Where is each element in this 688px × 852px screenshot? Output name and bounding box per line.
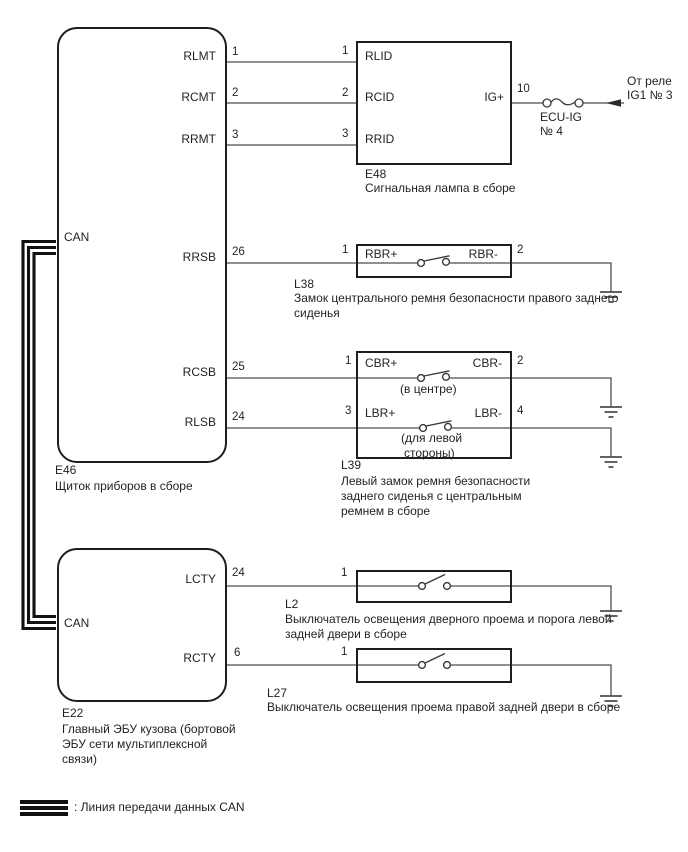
l39-pin-num-4: 4 bbox=[517, 405, 524, 417]
e48-title: Сигнальная лампа в сборе bbox=[365, 181, 516, 195]
e22-can-label: CAN bbox=[64, 616, 90, 630]
l39-caption-left-line1: (для левой bbox=[401, 431, 463, 445]
fuse-label-line1: ECU-IG bbox=[540, 110, 582, 124]
l39-pin-label-cbr-plus: CBR+ bbox=[365, 356, 398, 370]
e48-pin-num-1: 1 bbox=[342, 45, 349, 57]
l2-component-box bbox=[356, 570, 512, 603]
e46-pin-label-rrmt: RRMT bbox=[181, 132, 216, 146]
arrow-left-icon bbox=[606, 99, 621, 107]
e46-title: Щиток приборов в сборе bbox=[55, 479, 193, 493]
l39-pin-label-lbr-plus: LBR+ bbox=[365, 406, 396, 420]
ground-icon-l39-center bbox=[600, 407, 622, 417]
l2-desc-line2: задней двери в сборе bbox=[285, 627, 407, 641]
e46-can-label: CAN bbox=[64, 230, 90, 244]
e48-pin-label-ig: IG+ bbox=[484, 90, 504, 104]
ground-icon-l39-left bbox=[600, 457, 622, 467]
e48-pin-label-rcid: RCID bbox=[365, 90, 395, 104]
fuse-left-terminal bbox=[543, 99, 551, 107]
l2-id: L2 bbox=[285, 597, 299, 611]
can-bus-inner-line bbox=[34, 254, 56, 617]
l27-id: L27 bbox=[267, 686, 288, 700]
fuse-label-line2: № 4 bbox=[540, 124, 563, 138]
l39-pin-label-cbr-minus: CBR- bbox=[472, 356, 502, 370]
e46-pin-num-24: 24 bbox=[232, 411, 245, 423]
e46-id: E46 bbox=[55, 463, 77, 477]
e46-pin-num-3: 3 bbox=[232, 129, 239, 141]
e46-pin-num-25: 25 bbox=[232, 361, 245, 373]
fuse-element bbox=[551, 99, 575, 105]
l39-caption-left-line2: стороны) bbox=[404, 446, 455, 460]
legend-text: : Линия передачи данных CAN bbox=[74, 800, 245, 814]
fuse-right-terminal bbox=[575, 99, 583, 107]
e46-pin-label-rlmt: RLMT bbox=[183, 49, 216, 63]
e46-pin-label-rrsb: RRSB bbox=[182, 250, 216, 264]
l38-pin-num-1: 1 bbox=[342, 244, 349, 256]
e46-pin-label-rcsb: RCSB bbox=[182, 365, 216, 379]
e48-pin-label-rlid: RLID bbox=[365, 49, 393, 63]
e48-pin-num-10: 10 bbox=[517, 83, 530, 95]
e46-pin-num-26: 26 bbox=[232, 246, 245, 258]
e22-pin-num-6: 6 bbox=[234, 647, 241, 659]
e22-title-line1: Главный ЭБУ кузова (бортовой bbox=[62, 722, 236, 736]
l39-pin-label-lbr-minus: LBR- bbox=[474, 406, 502, 420]
e22-pin-num-24: 24 bbox=[232, 567, 245, 579]
l39-desc-line1: Левый замок ремня безопасности bbox=[341, 474, 531, 488]
l27-pin-num-1: 1 bbox=[341, 646, 348, 658]
e22-title-line2: ЭБУ сети мультиплексной bbox=[62, 737, 208, 751]
l38-pin-label-rbr-plus: RBR+ bbox=[365, 247, 398, 261]
l2-desc-line1: Выключатель освещения дверного проема и порога левой bbox=[285, 612, 612, 626]
e48-pin-num-2: 2 bbox=[342, 87, 349, 99]
l38-desc-line2: сиденья bbox=[294, 306, 340, 320]
l39-pin-num-2: 2 bbox=[517, 355, 524, 367]
l27-desc: Выключатель освещения проема правой задней двери в сборе bbox=[267, 700, 621, 714]
l39-caption-center: (в центре) bbox=[400, 382, 457, 396]
legend-bar-3 bbox=[20, 812, 68, 816]
legend-bar-1 bbox=[20, 800, 68, 804]
e46-pin-num-1: 1 bbox=[232, 46, 239, 58]
relay-note-line2: IG1 № 3 bbox=[627, 88, 673, 102]
relay-note-line1: От реле bbox=[627, 74, 672, 88]
e46-pin-num-2: 2 bbox=[232, 87, 239, 99]
l39-id: L39 bbox=[341, 458, 362, 472]
l39-pin-num-1: 1 bbox=[345, 355, 352, 367]
l38-pin-label-rbr-minus: RBR- bbox=[468, 247, 498, 261]
l39-desc-line2: заднего сиденья с центральным bbox=[341, 489, 522, 503]
l2-pin-num-1: 1 bbox=[341, 567, 348, 579]
l39-pin-num-3: 3 bbox=[345, 405, 352, 417]
l38-pin-num-2: 2 bbox=[517, 244, 524, 256]
e48-pin-num-3: 3 bbox=[342, 128, 349, 140]
e22-pin-label-rcty: RCTY bbox=[183, 651, 216, 665]
e22-id: E22 bbox=[62, 706, 84, 720]
legend-bar-2 bbox=[20, 806, 68, 810]
e46-pin-label-rlsb: RLSB bbox=[184, 415, 216, 429]
e48-pin-label-rrid: RRID bbox=[365, 132, 395, 146]
l27-component-box bbox=[356, 648, 512, 683]
e48-id: E48 bbox=[365, 167, 387, 181]
e22-title-line3: связи) bbox=[62, 752, 97, 766]
l38-id: L38 bbox=[294, 277, 315, 291]
e22-pin-label-lcty: LCTY bbox=[185, 572, 216, 586]
l39-desc-line3: ремнем в сборе bbox=[341, 504, 431, 518]
e46-pin-label-rcmt: RCMT bbox=[181, 90, 216, 104]
can-bus-line bbox=[23, 242, 56, 629]
fuse-icon bbox=[543, 99, 583, 107]
l38-desc-line1: Замок центрального ремня безопасности правого заднего bbox=[294, 291, 619, 305]
